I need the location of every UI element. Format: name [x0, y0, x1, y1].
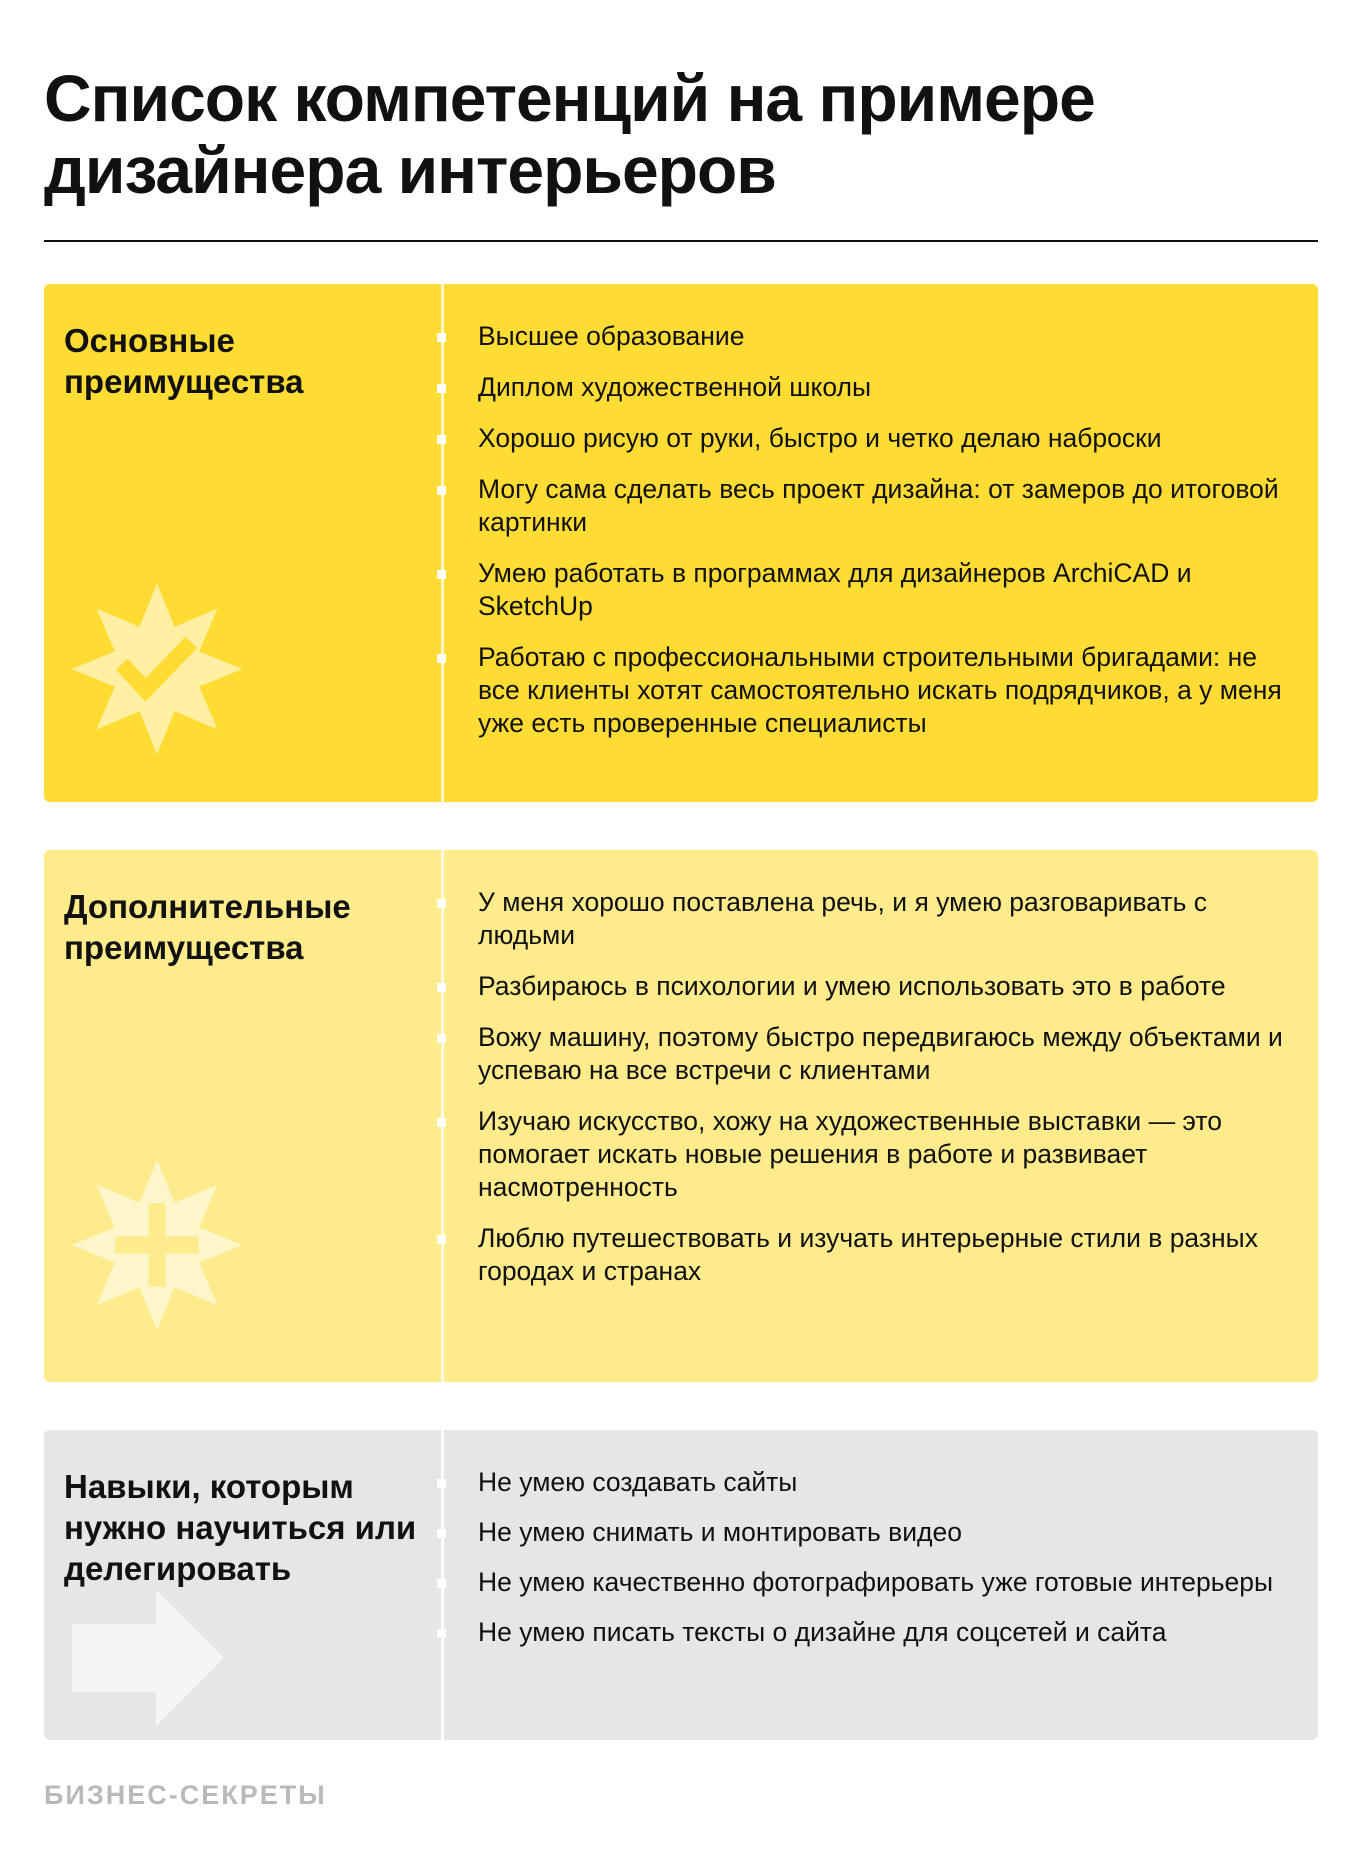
skills-list [478, 1466, 1298, 1666]
list-item: Вожу машину, поэтому быстро передвигаюсь между объектами и успеваю на все встречи с клиентами [478, 1021, 1298, 1087]
column-divider [441, 284, 444, 802]
column-divider [441, 850, 444, 1382]
main-advantages-list [478, 320, 1298, 758]
list-item: Диплом художественной школы [478, 371, 1298, 404]
main-advantages-card [44, 284, 1318, 802]
section-heading: Дополнительные преимущества [64, 888, 351, 966]
list-item: Умею работать в программах для дизайнеров ArchiCAD и SketchUp [478, 557, 1298, 623]
list-item: Работаю с профессиональными строительными бригадами: не все клиенты хотят самостоятельно искать подрядчиков, а у меня уже есть проверенные специалисты [478, 641, 1298, 740]
list-item: Могу сама сделать весь проект дизайна: от замеров до итоговой картинки [478, 473, 1298, 539]
arrow-right-icon [64, 1590, 224, 1726]
list-item: Изучаю искусство, хожу на художественные выставки — это помогает искать новые решения в работе и развивает насмотренность [478, 1105, 1298, 1204]
section-heading: Основные преимущества [64, 322, 304, 400]
list-item: Хорошо рисую от руки, быстро и четко делаю наброски [478, 422, 1298, 455]
plus-badge-icon [62, 1150, 252, 1340]
section-heading: Навыки, которым нужно научиться или делегировать [64, 1468, 417, 1587]
list-item: Не умею снимать и монтировать видео [478, 1516, 1298, 1549]
extra-advantages-card [44, 850, 1318, 1382]
extra-advantages-list [478, 886, 1298, 1306]
list-item: Не умею создавать сайты [478, 1466, 1298, 1499]
skills-to-learn-card [44, 1430, 1318, 1740]
title-divider [44, 240, 1318, 242]
list-item: Разбираюсь в психологии и умею использовать это в работе [478, 970, 1298, 1003]
page-title: Список компетенций на примере дизайнера интерьеров [44, 61, 1095, 207]
list-item: Не умею писать тексты о дизайне для соцсетей и сайта [478, 1616, 1298, 1649]
list-item: Высшее образование [478, 320, 1298, 353]
check-badge-icon [62, 574, 252, 764]
list-item: Люблю путешествовать и изучать интерьерные стили в разных городах и странах [478, 1222, 1298, 1288]
list-item: У меня хорошо поставлена речь, и я умею разговаривать с людьми [478, 886, 1298, 952]
brand-logo: БИЗНЕС-СЕКРЕТЫ [44, 1780, 327, 1810]
list-item: Не умею качественно фотографировать уже готовые интерьеры [478, 1566, 1298, 1599]
